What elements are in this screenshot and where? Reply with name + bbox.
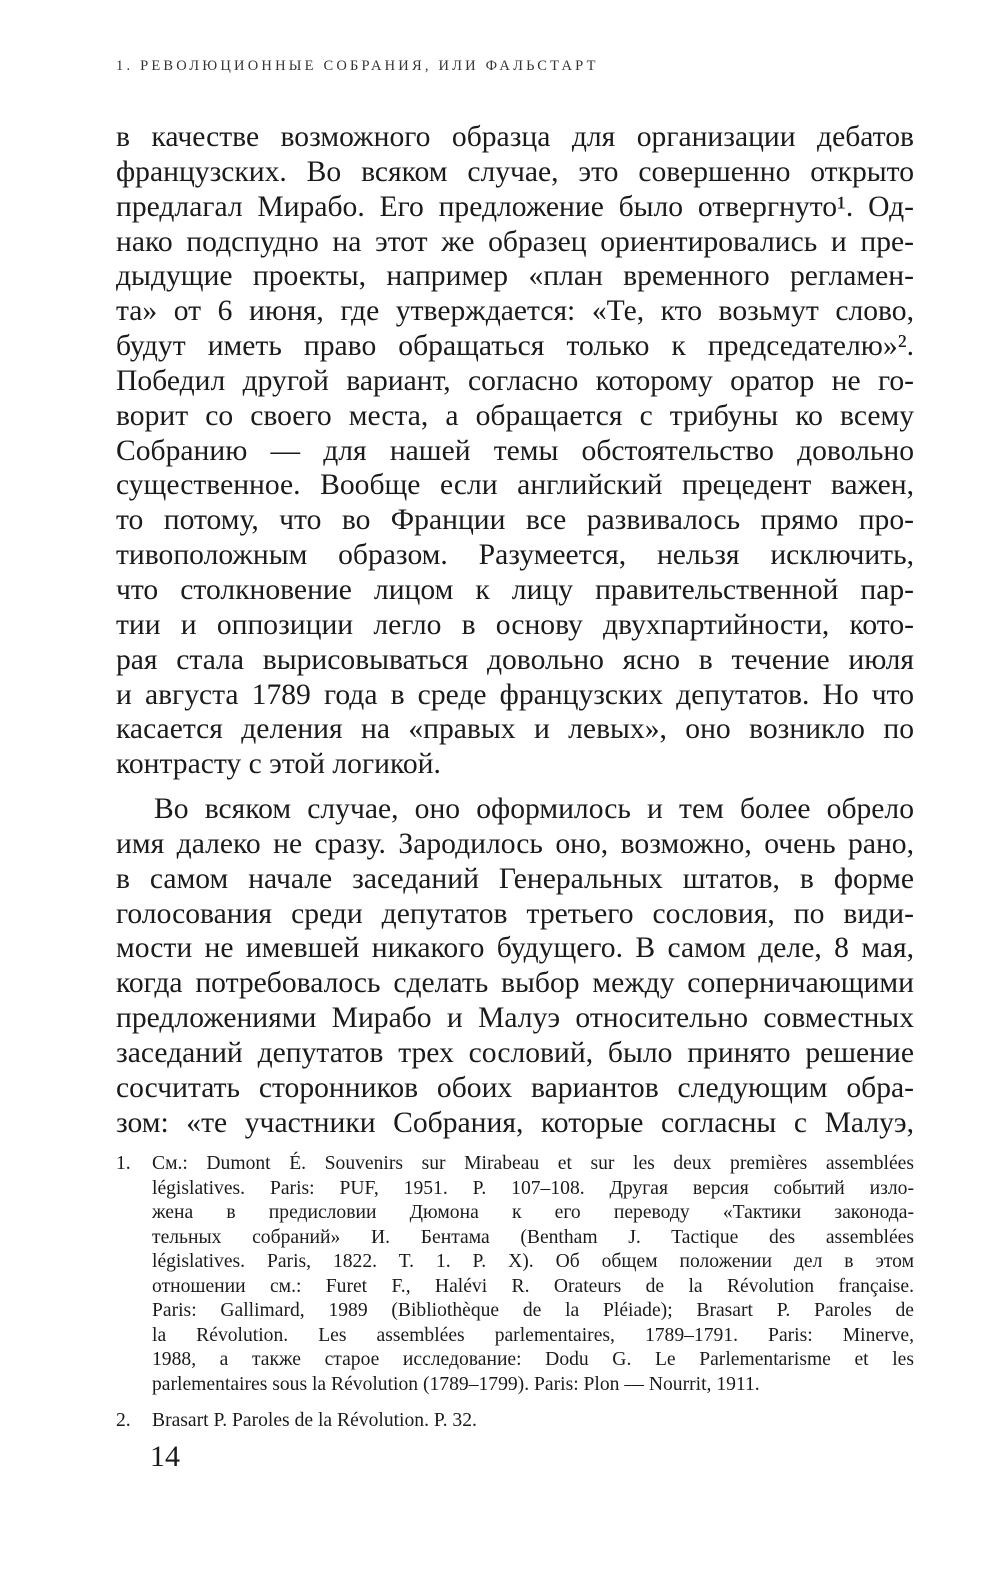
text-line: предлагал Мирабо. Его предложение было отвергнуто¹. Од- bbox=[116, 190, 914, 223]
text-line: имя далеко не сразу. Зародилось оно, возможно, очень рано, bbox=[116, 827, 914, 860]
footnote-line: Brasart P. Paroles de la Révolution. P. 32. bbox=[152, 1410, 477, 1431]
text-line: та» от 6 июня, где утверждается: «Те, кто возьмут слово, bbox=[116, 295, 914, 328]
paragraph-2 bbox=[116, 792, 914, 1140]
footnote-line: la Révolution. Les assemblées parlementaires, 1789–1791. Paris: Minerve, bbox=[152, 1324, 914, 1346]
footnote-line: 1988, а также старое исследование: Dodu G. Le Parlementarisme et les bbox=[152, 1349, 914, 1370]
footnotes bbox=[116, 1152, 914, 1434]
text-line: рая стала вырисовываться довольно ясно в течение июля bbox=[116, 643, 914, 676]
text-line: сосчитать сторонников обоих вариантов следующим обра- bbox=[116, 1071, 914, 1104]
text-line: французских. Во всяком случае, это совершенно открыто bbox=[116, 155, 914, 188]
text-line: что столкновение лицом к лицу правительственной пар- bbox=[116, 573, 914, 606]
text-line: нако подспудно на этот же образец ориентировались и пре- bbox=[116, 225, 914, 258]
text-line: заседаний депутатов трех сословий, было принято решение bbox=[116, 1036, 914, 1069]
text-line: существенное. Вообще если английский прецедент важен, bbox=[116, 469, 914, 502]
text-line: предложениями Мирабо и Малуэ относительно совместных bbox=[116, 1002, 914, 1035]
text-line: мости не имевшей никакого будущего. В самом деле, 8 мая, bbox=[116, 932, 914, 965]
main-text bbox=[116, 120, 914, 1140]
text-line: зом: «те участники Собрания, которые согласны с Малуэ, bbox=[116, 1106, 914, 1139]
text-line: тивоположным образом. Разумеется, нельзя исключить, bbox=[116, 539, 914, 572]
text-line: ворит со своего места, а обращается с трибуны ко всему bbox=[116, 399, 914, 432]
footnote-line: législatives. Paris: PUF, 1951. P. 107–108. Другая версия событий изло- bbox=[152, 1177, 914, 1199]
footnote-line: См.: Dumont É. Souvenirs sur Mirabeau et sur les deux premières assemblées bbox=[152, 1153, 914, 1174]
footnote-line: Paris: Gallimard, 1989 (Bibliothèque de la Pléiade); Brasart P. Paroles de bbox=[152, 1300, 914, 1321]
footnote-line: тельных собраний» И. Бентама (Bentham J. Tactique des assemblées bbox=[152, 1226, 914, 1248]
text-line: тии и оппозиции легло в основу двухпартийности, кото- bbox=[116, 608, 914, 641]
footnote-line: parlementaires sous la Révolution (1789–1799). Paris: Plon — Nourrit, 1911. bbox=[152, 1373, 760, 1395]
footnote-line: жена в предисловии Дюмона к его переводу «Тактики законода- bbox=[152, 1202, 914, 1223]
text-line: Во всяком случае, оно оформилось и тем более обрело bbox=[154, 793, 914, 826]
footnote-line: отношении см.: Furet F., Halévi R. Orateurs de la Révolution française. bbox=[152, 1275, 914, 1297]
text-line: и августа 1789 года в среде французских депутатов. Но что bbox=[116, 678, 914, 711]
footnote-number: 1. bbox=[116, 1153, 131, 1174]
page-number: 14 bbox=[150, 1440, 180, 1473]
footnote-1 bbox=[116, 1152, 914, 1397]
text-line: то потому, что во Франции все развивалось прямо про- bbox=[116, 504, 914, 537]
paragraph-1 bbox=[116, 120, 914, 782]
footnote-line: législatives. Paris, 1822. T. 1. P. X). Об общем положении дел в этом bbox=[152, 1251, 914, 1272]
text-line: голосования среди депутатов третьего сословия, по види- bbox=[116, 897, 914, 930]
text-line: в качестве возможного образца для организации дебатов bbox=[116, 121, 914, 153]
text-line: когда потребовалось сделать выбор между соперничающими bbox=[116, 967, 914, 1000]
footnote-2 bbox=[116, 1409, 914, 1434]
text-line: касается деления на «правых и левых», оно возникло по bbox=[116, 713, 914, 746]
footnote-number: 2. bbox=[116, 1410, 131, 1431]
text-line: Собранию — для нашей темы обстоятельство довольно bbox=[116, 434, 914, 467]
text-line: контрасту с этой логикой. bbox=[116, 748, 441, 781]
text-line: дыдущие проекты, например «план временного регламен- bbox=[116, 260, 914, 293]
running-head: 1. РЕВОЛЮЦИОННЫЕ СОБРАНИЯ, ИЛИ ФАЛЬСТАРТ bbox=[116, 58, 599, 74]
text-line: Победил другой вариант, согласно которому оратор не го- bbox=[116, 364, 914, 397]
text-line: в самом начале заседаний Генеральных штатов, в форме bbox=[116, 862, 914, 895]
text-line: будут иметь право обращаться только к председателю»². bbox=[116, 330, 914, 363]
